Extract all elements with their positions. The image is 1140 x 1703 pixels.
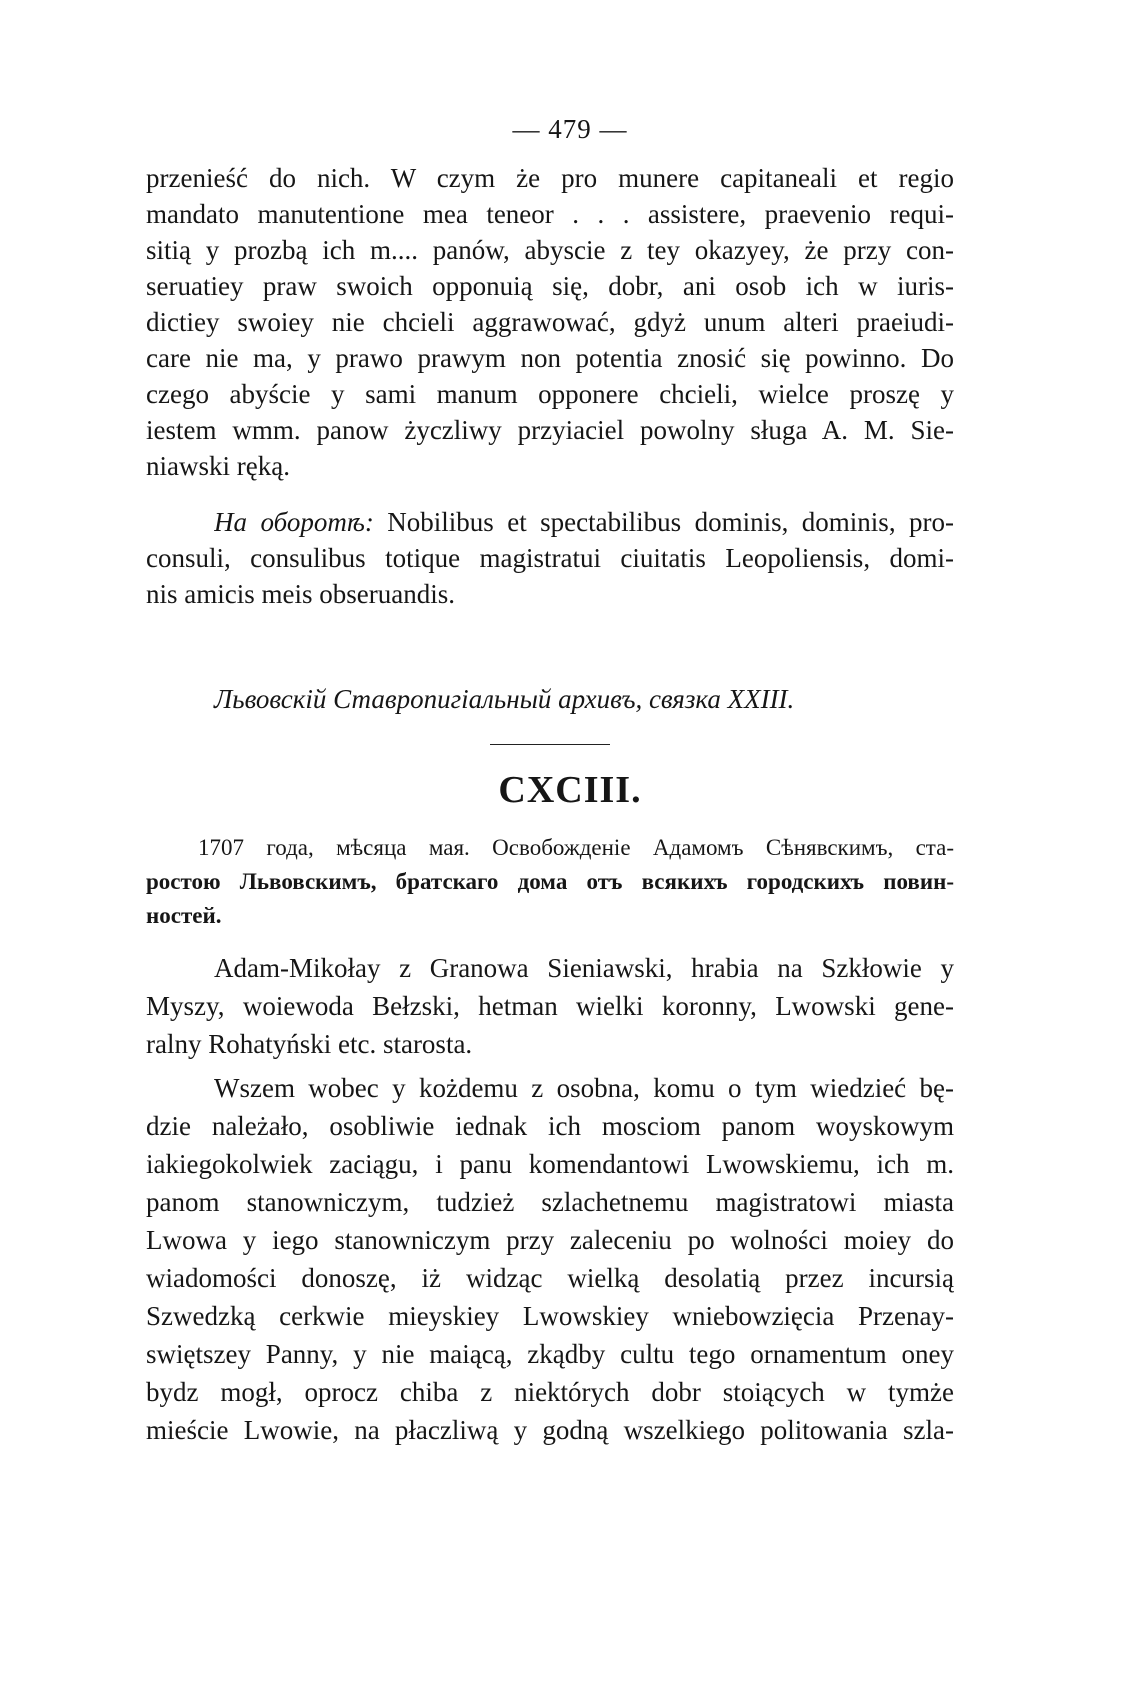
text-line: Lwowa y iego stanowniczym przy zaleceniu po wolności moiey do <box>146 1225 954 1255</box>
reverse-address-line <box>214 504 954 542</box>
section-divider <box>490 744 610 745</box>
text-line: bydz mogł, oprocz chiba z niektórych dobr stoiących w tymże <box>146 1377 954 1407</box>
reverse-label: На оборотѣ: <box>214 507 374 537</box>
text-line: niawski ręką. <box>146 451 290 481</box>
text-line: dictiey swoiey nie chcieli aggrawować, gdyż unum alteri praeiudi- <box>146 307 954 337</box>
text-line: panom stanowniczym, tudzież szlachetnemu magistratowi miasta <box>146 1187 954 1217</box>
text-line: Myszy, woiewoda Bełzski, hetman wielki koronny, Lwowski gene- <box>146 991 954 1021</box>
reverse-text: Nobilibus et spectabilibus dominis, dominis, pro- <box>387 507 954 537</box>
text-line: ralny Rohatyński etc. starosta. <box>146 1029 473 1059</box>
text-line: nis amicis meis obseruandis. <box>146 579 455 609</box>
text-line: czego abyście y sami manum opponere chcieli, wielce proszę y <box>146 379 954 409</box>
text-line: dzie należało, osobliwie iednak ich mosciom panom woyskowym <box>146 1111 954 1141</box>
text-line: mandato manutentione mea teneor . . . assistere, praevenio requi- <box>146 199 954 229</box>
text-line: Wszem wobec y kożdemu z osobna, komu o tym wiedzieć bę- <box>214 1073 954 1103</box>
text-line: wiadomości donoszę, iż widząc wielką desolatią przez incursią <box>146 1263 954 1293</box>
text-line: przenieść do nich. W czym że pro munere capitaneali et regio <box>146 163 954 193</box>
text-line: iakiegokolwiek zaciągu, i panu komendantowi Lwowskiemu, ich m. <box>146 1149 954 1179</box>
text-line: Adam-Mikołay z Granowa Sieniawski, hrabia na Szkłowie y <box>214 953 954 983</box>
text-line: sitią y prozbą ich m.... panów, abyscie z tey okazyey, że przy con- <box>146 235 954 265</box>
text-line: swiętszey Panny, y nie maiącą, zkądby cultu tego ornamentum oney <box>146 1339 954 1369</box>
text-line: mieście Lwowie, na płaczliwą y godną wszelkiego politowania szla- <box>146 1415 954 1445</box>
page-number: — 479 — <box>512 114 628 144</box>
text-line: care nie ma, y prawo prawym non potentia znosić się powinno. Do <box>146 343 954 373</box>
summary-line: ностей. <box>146 903 222 928</box>
summary-line: ростою Львовскимъ, братскаго дома отъ всякихъ городскихъ повин- <box>146 869 954 894</box>
text-line: iestem wmm. panow życzliwy przyiaciel powolny sługa A. M. Sie- <box>146 415 954 445</box>
summary-line: 1707 года, мѣсяца мая. Освобожденіе Адамомъ Сѣнявскимъ, ста- <box>198 835 954 860</box>
section-number: CXCIII. <box>498 769 642 811</box>
text-line: consuli, consulibus totique magistratui ciuitatis Leopoliensis, domi- <box>146 543 954 573</box>
archive-note: Львовскій Ставропигіальный архивъ, связка XXIII. <box>214 684 795 714</box>
text-line: seruatiey praw swoich opponuią się, dobr, ani osob ich w iuris- <box>146 271 954 301</box>
text-line: Szwedzką cerkwie mieyskiey Lwowskiey wniebowzięcia Przenay- <box>146 1301 954 1331</box>
